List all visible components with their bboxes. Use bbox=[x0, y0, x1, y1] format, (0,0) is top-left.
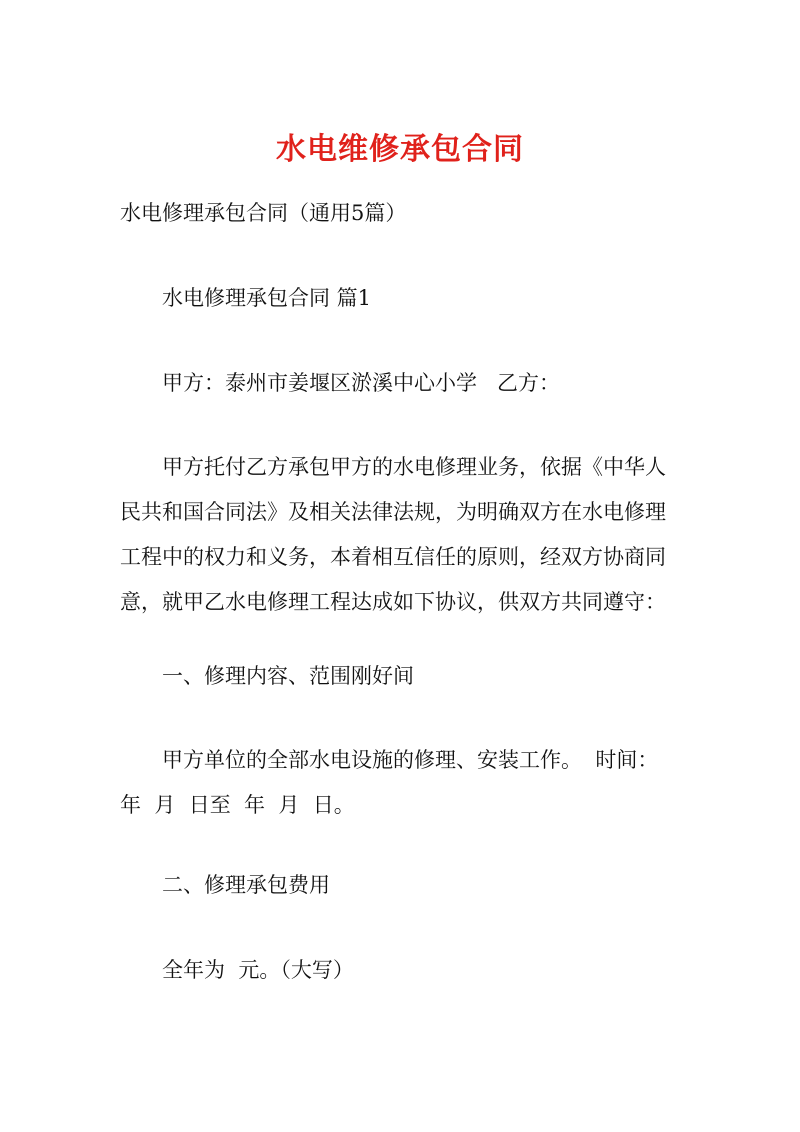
intro-paragraph bbox=[120, 445, 690, 625]
intro-line: 民共和国合同法》及相关法律法规，为明确双方在水电修理 bbox=[120, 500, 666, 524]
intro-line: 甲方托付乙方承包甲方的水电修理业务，依据《中华人 bbox=[162, 455, 666, 479]
intro-line: 工程中的权力和义务，本着相互信任的原则，经双方协商同 bbox=[120, 545, 666, 569]
document-subtitle: 水电修理承包合同（通用5篇） bbox=[120, 201, 407, 225]
section-heading: 水电修理承包合同 篇1 bbox=[162, 286, 372, 310]
document-title: 水电维修承包合同 bbox=[276, 132, 524, 167]
clause1-paragraph bbox=[120, 738, 690, 828]
clause2-heading: 二、修理承包费用 bbox=[162, 873, 330, 897]
clause1-line: 甲方单位的全部水电设施的修理、安装工作。 时间： bbox=[162, 748, 659, 772]
intro-line: 意，就甲乙水电修理工程达成如下协议，供双方共同遵守： bbox=[120, 590, 666, 614]
clause1-line: 年 月 日至 年 月 日。 bbox=[120, 793, 355, 817]
parties-line: 甲方：泰州市姜堰区淤溪中心小学 乙方： bbox=[162, 371, 561, 395]
clause2-text: 全年为 元。（大写） bbox=[162, 958, 354, 982]
clause1-heading: 一、修理内容、范围刚好间 bbox=[162, 664, 414, 688]
